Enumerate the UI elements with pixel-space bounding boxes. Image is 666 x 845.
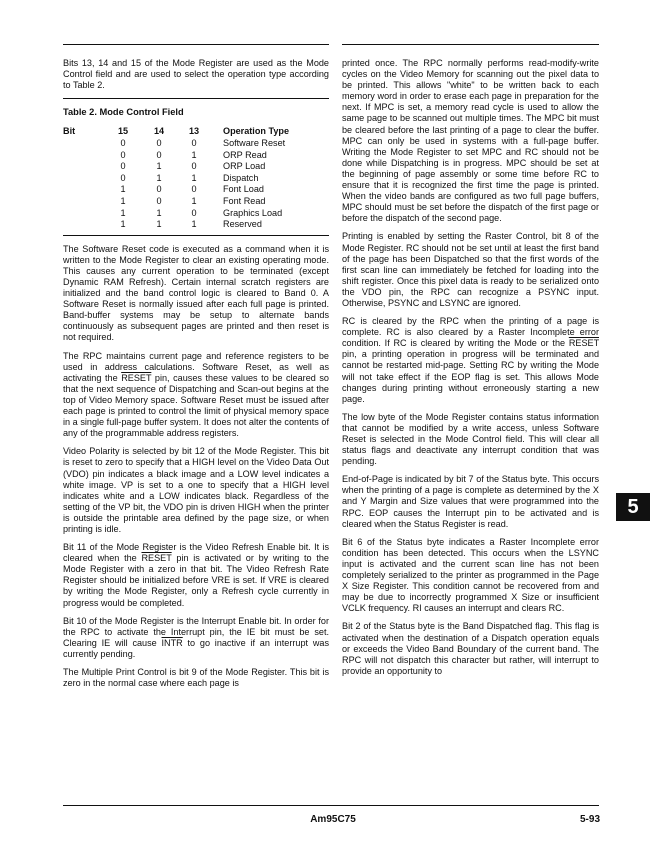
table-header-row [63, 126, 289, 138]
cell: Font Load [223, 184, 264, 195]
reset-signal: RESET [141, 553, 172, 564]
cell: 0 [120, 137, 126, 148]
cell: 1 [191, 172, 197, 183]
cell: 0 [120, 172, 126, 183]
band-dispatched-paragraph: Bit 2 of the Status byte is the Band Dispatched flag. This flag is activated when the destination of a Dispatch operation equals or exceeds the Video Band Boundary of the current band. The RPC will not dispatch this character but rather, will interrupt to provide an opportunity to [342, 621, 599, 676]
video-polarity-paragraph: Video Polarity is selected by bit 12 of the Mode Register. This bit is reset to zero to specify that a HIGH level on the Video Data Out (VDO) pin indicates a black image and a LOW level indicates a white image. VP is set to a one to specify that a HIGH level indicates white and a LOW indicates black. Regardless of the setting of the VP bit, the VDO pin is driven HIGH when the printer is outside the printable area defined by the page size, or when printing is idle. [63, 446, 329, 534]
table-title: Table 2. Mode Control Field [63, 107, 184, 118]
cell: 1 [191, 219, 197, 230]
table-row [63, 173, 289, 185]
text-run: Bit 11 of the Mode Register is the Video Refresh Enable bit. It is cleared when the [63, 542, 329, 564]
cell: 0 [191, 184, 197, 195]
bottom-rule [63, 805, 599, 806]
left-column [63, 58, 329, 696]
table-bottom-rule [63, 235, 329, 236]
header-bit: Bit [63, 126, 76, 137]
cell: Graphics Load [223, 207, 283, 218]
table-row [63, 138, 289, 150]
top-rule-right [342, 44, 599, 45]
interrupt-enable-paragraph [63, 616, 329, 660]
cell: Reserved [223, 219, 262, 230]
cell: Software Reset [223, 137, 286, 148]
text-run: to go inactive if an interrupt was currently pending. [63, 637, 329, 659]
multiple-print-paragraph: The Multiple Print Control is bit 9 of the Mode Register. This bit is zero in the normal case where each page is [63, 667, 329, 689]
raster-control-paragraph: Printing is enabled by setting the Raster Control, bit 8 of the Mode Register. RC should not be set until at least the first band of the page has been Dispatched so that the first words of the first scan line can immediately be fetched for loading into the shift register. Once this pixel data is ready to be serialized onto the VDO pin, the RPC can recognize a PSYNC input. Otherwise, PSYNC and LSYNC are ignored. [342, 231, 599, 308]
footer-page-number: 5-93 [579, 814, 600, 825]
software-reset-paragraph: The Software Reset code is executed as a command when it is written to the Mode Register to clear an existing operating mode. This causes any current operation to be terminated (except Dynamic RAM Refresh). Certain internal scratch registers are initialized and the band control logic is cleared to Band 0. A Software Reset is normally issued after each full page is printed. Band-buffer systems may be setup to alternate bands continuously as subsequent pages are printed and then reset is not required. [63, 243, 329, 343]
table-row [63, 150, 289, 162]
rpc-registers-paragraph [63, 351, 329, 440]
cell: 0 [191, 137, 197, 148]
cell: 0 [120, 149, 126, 160]
cell: 1 [120, 195, 126, 206]
cell: 0 [120, 161, 126, 172]
text-run: The RPC maintains current page and reference registers to be used in address calculations. Software Reset, as well as activating the [63, 350, 329, 383]
cell: 1 [156, 219, 162, 230]
cell: 1 [156, 172, 162, 183]
cell: 1 [120, 219, 126, 230]
text-run: RC is cleared by the RPC when the printing of a page is complete. RC is also cleared by a Raster Incomplete error condition. If RC is cleared by writing the Mode or the [342, 316, 599, 349]
cell: 1 [120, 207, 126, 218]
cell: 0 [156, 184, 162, 195]
reset-signal: RESET [121, 372, 152, 383]
cell: Font Read [223, 195, 266, 206]
table-row [63, 219, 289, 231]
top-rule-left [63, 44, 329, 45]
cell: 0 [156, 195, 162, 206]
text-run: pin, a printing operation in progress will be terminated and cannot be restarted mid-page. Setting RC by writing the Mode will not take effect if the EOP flag is set. This allows Mode changes during printing without erroneously starting a new page. [342, 349, 599, 404]
table-row [63, 196, 289, 208]
intro-paragraph: Bits 13, 14 and 15 of the Mode Register are used as the Mode Control field and are used to select the operation type according to Table 2. [63, 58, 329, 91]
mode-control-table [63, 126, 289, 230]
mpc-continued-paragraph: printed once. The RPC normally performs read-modify-write cycles on the Video Memory for scanning out the pixel data to be printed. This allows "white" to be written back to each memory word in order to erase each page in preparation for the next. If MPC is set, a memory read cycle is used to allow the same page to be scanned out multiple times. The MPC bit must be cleared before the last printing of a page to clear the buffer. MPC can only be used in systems with a full-page buffer. Writing the Mode Register to set MPC and RC should not be done while Dispatching is in progress. MPC should be set at the beginning of page assembly or some time before RC to ensure that it is recognized the first time the page is printed. When the video bands are configured as two full page buffers, MPC should must be set before the dispatch of the first page or before the dispatch of the second page. [342, 58, 599, 224]
table-top-rule [63, 98, 329, 99]
text-run: pin, causes these values to be cleared so that the next sequence of Dispatching and Scan-out begins at the top of Video Memory space. Software Reset must be issued after each page is printed to control the limit of physical memory space in a single full-page buffer system. It does not alter the contents of any of the programmable address registers. [63, 372, 329, 439]
right-column [342, 58, 599, 684]
video-refresh-paragraph [63, 542, 329, 609]
cell: 0 [156, 149, 162, 160]
cell: ORP Read [223, 149, 267, 160]
header-15: 15 [117, 126, 129, 137]
cell: 1 [120, 184, 126, 195]
header-operation-type: Operation Type [223, 126, 290, 137]
status-byte-paragraph: The low byte of the Mode Register contains status information that cannot be modified by a write access, unless Software Reset is selected in the Mode Control field. This will clear all status flags and deactivate any interrupt condition that was pending. [342, 411, 599, 467]
table-row [63, 184, 289, 196]
end-of-page-paragraph: End-of-Page is indicated by bit 7 of the Status byte. This occurs when the printing of a page is complete as determined by the X and Y Margin and Size values that were programmed into the RPC. EOP causes the Interrupt pin to be activated and is cleared when the Status Register is read. [342, 474, 599, 529]
header-13: 13 [188, 126, 200, 137]
cell: 0 [191, 207, 197, 218]
header-14: 14 [153, 126, 165, 137]
cell: 1 [156, 161, 162, 172]
text-run: Bit 10 of the Mode Register is the Interrupt Enable bit. In order for the RPC to activate the Interrupt pin, the IE bit must be set. Clearing IE will cause [63, 615, 329, 648]
cell: 0 [156, 137, 162, 148]
reset-signal: RESET [568, 338, 599, 349]
cell: 1 [191, 195, 197, 206]
table-row [63, 161, 289, 173]
cell: Dispatch [223, 172, 259, 183]
cell: 1 [156, 207, 162, 218]
section-tab: 5 [616, 493, 650, 521]
intr-signal: INTR [161, 637, 183, 648]
footer-part-number: Am95C75 [310, 814, 356, 825]
table-row [63, 208, 289, 220]
cell: 0 [191, 161, 197, 172]
cell: ORP Load [223, 161, 266, 172]
text-run: pin is activated or by writing to the Mode Register with a zero in that bit. The Video Refresh Rate Register should be initialized before VRE is set. If VRE is cleared by writing the Mode Register, only a Refresh cycle currently in progress would be completed. [63, 553, 329, 608]
rc-cleared-paragraph [342, 316, 599, 405]
raster-incomplete-paragraph: Bit 6 of the Status byte indicates a Raster Incomplete error condition has been detected. This occurs when the LSYNC input is activated and the current scan line has not been completely serialized to the printer as programmed in the Page X Size Register. This condition cannot be recovered from and may be due to incorrectly programmed X Size or insufficient VCLK frequency. RI causes an interrupt and clears RC. [342, 536, 599, 614]
cell: 1 [191, 149, 197, 160]
